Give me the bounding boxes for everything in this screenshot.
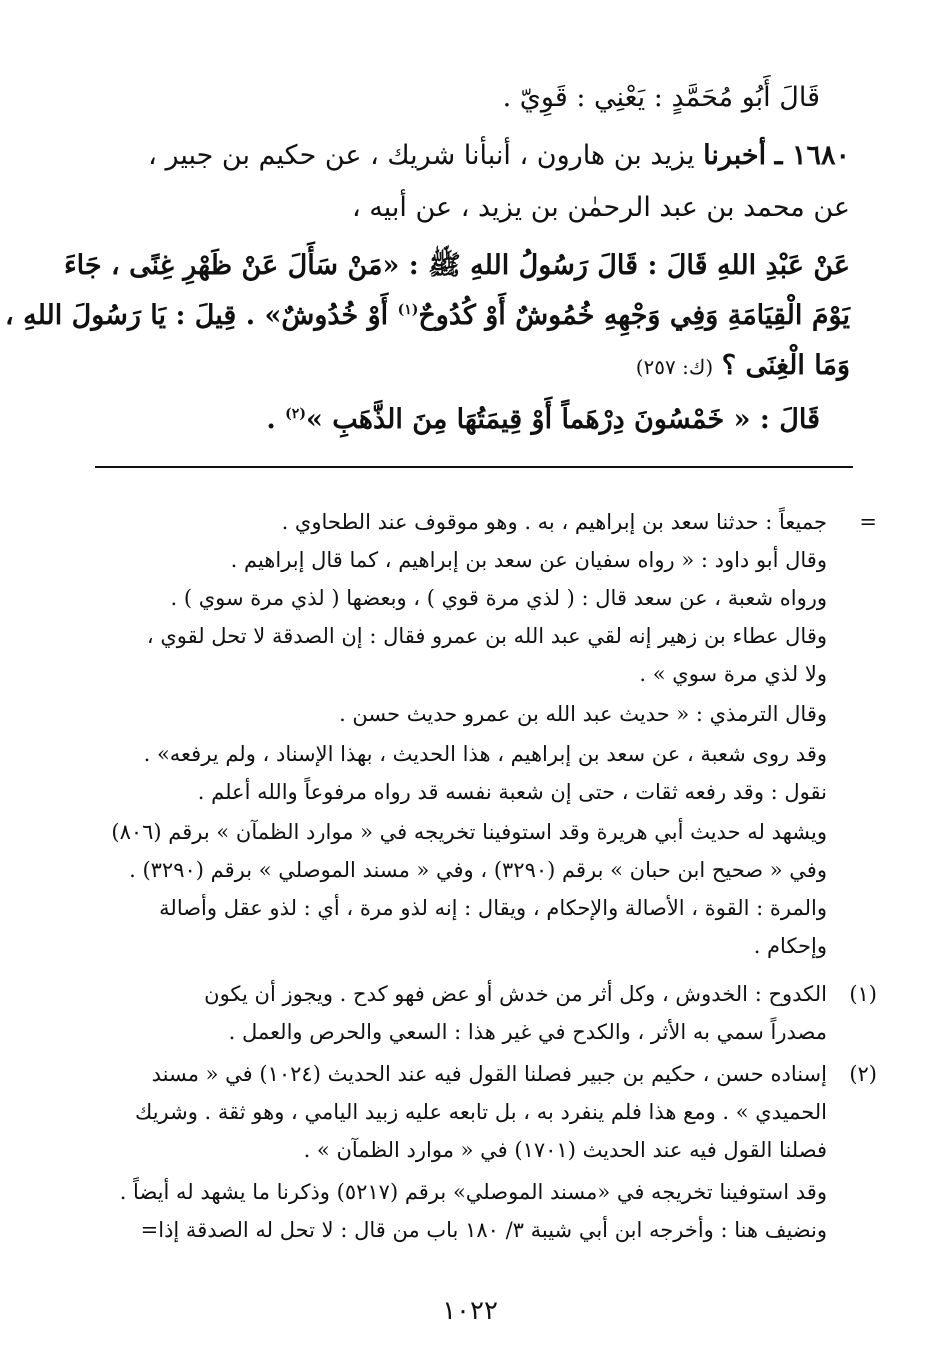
cont-line-5: ولا لذي مرة سوي » . <box>639 662 827 686</box>
footnote-1-marker: (١) <box>849 982 877 1006</box>
fn2-line-1: إسناده حسن ، حكيم بن جبير فصلنا القول فيه عند الحديث (١٠٢٤) في « مسند <box>151 1062 827 1086</box>
isnad-part-1: يزيد بن هارون ، أنبأنا شريك ، عن حكيم بن جبير ، <box>148 140 695 171</box>
matn-line-2: يَوْمَ الْقِيَامَةِ وَفِي وَجْهِهِ خُمُوشٌ أَوْ كُدُوحٌ$^{(١)}$ أَوْ خُدُوشٌ» . قِيلَ : يَا رَسُولَ اللهِ ، <box>5 300 850 331</box>
cont-line-1: جميعاً : حدثنا سعد بن إبراهيم ، به . وهو موقوف عند الطحاوي . <box>281 510 827 534</box>
fn2-line-2: الحميدي » . ومع هذا فلم ينفرد به ، بل تابعه عليه زبيد اليامي ، وهو ثقة . وشريك <box>135 1100 827 1124</box>
page-number: ١٠٢٢ <box>442 1296 498 1326</box>
cont-line-9: ويشهد له حديث أبي هريرة وقد استوفينا تخريجه في « موارد الظمآن » برقم (٨٠٦) <box>111 820 827 844</box>
fn2-line-5: ونضيف هنا : وأخرجه ابن أبي شيبة ٣/ ١٨٠ باب من قال : لا تحل له الصدقة إذا= <box>140 1218 827 1242</box>
cont-line-7: وقد روى شعبة ، عن سعد بن إبراهيم ، هذا الحديث ، بهذا الإسناد ، ولم يرفعه» . <box>143 742 827 766</box>
cont-line-11: والمرة : القوة ، الأصالة والإحكام ، ويقال : إنه لذو مرة ، أي : لذو عقل وأصالة <box>159 896 827 920</box>
cont-line-6: وقال الترمذي : « حديث عبد الله بن عمرو حديث حسن . <box>339 702 827 726</box>
footnote-divider <box>95 466 853 468</box>
matn-line-3: وَمَا الْغِنَى ؟ (ك: ٢٥٧) <box>635 350 850 381</box>
footnote-continuation <box>62 500 877 970</box>
cont-line-10: وفي « صحيح ابن حبان » برقم (٣٢٩٠) ، وفي « مسند الموصلي » برقم (٣٢٩٠) . <box>129 858 827 882</box>
continuation-marker: = <box>859 510 877 534</box>
cont-line-12: وإحكام . <box>753 934 827 958</box>
main-line-1: قَالَ أَبُو مُحَمَّدٍ : يَعْنِي : قَوِيّ . <box>502 82 820 113</box>
cont-line-2: وقال أبو داود : « رواه سفيان عن سعد بن إبراهيم ، كما قال إبراهيم . <box>230 548 827 572</box>
footnote-2 <box>62 1062 877 1262</box>
matn-line-4: قَالَ : « خَمْسُونَ دِرْهَماً أَوْ قِيمَتُهَا مِنَ الذَّهَبِ »$^{(٢)}$ . <box>266 404 820 435</box>
matn-line-1: عَنْ عَبْدِ اللهِ قَالَ : قَالَ رَسُولُ اللهِ ﷺ : «مَنْ سَأَلَ عَنْ ظَهْرِ غِنًى ، جَاءَ <box>63 250 850 281</box>
main-text <box>5 0 850 460</box>
footnote-2-marker: (٢) <box>849 1062 877 1086</box>
cont-line-3: ورواه شعبة ، عن سعد قال : ( لذي مرة قوي ) ، وبعضها ( لذي مرة سوي ) . <box>170 586 827 610</box>
cont-line-8: نقول : وقد رفعه ثقات ، حتى إن شعبة نفسه قد رواه مرفوعاً والله أعلم . <box>197 780 827 804</box>
fn2-line-4: وقد استوفينا تخريجه في «مسند الموصلي» برقم (٥٢١٧) وذكرنا ما يشهد له أيضاً . <box>119 1180 827 1204</box>
hadith-number: ١٦٨٠ ـ <box>774 140 850 171</box>
cont-line-4: وقال عطاء بن زهير إنه لقي عبد الله بن عمرو فقال : إن الصدقة لا تحل لقوي ، <box>146 624 827 648</box>
page-ref: (ك: ٢٥٧) <box>635 355 714 379</box>
footnote-1 <box>62 982 877 1062</box>
fn2-line-3: فصلنا القول فيه عند الحديث (١٧٠١) في « موارد الظمآن » . <box>303 1138 827 1162</box>
hadith-header-line <box>148 140 850 171</box>
hadith-akhbarana: أخبرنا <box>703 140 767 171</box>
fn1-line-1: الكدوح : الخدوش ، وكل أثر من خدش أو عض فهو كدح . ويجوز أن يكون <box>204 982 827 1006</box>
isnad-line-2: عن محمد بن عبد الرحمٰن بن يزيد ، عن أبيه ، <box>351 192 850 223</box>
fn1-line-2: مصدراً سمي به الأثر ، والكدح في غير هذا : السعي والحرص والعمل . <box>228 1020 827 1044</box>
footnote-ref-1: (١) <box>397 302 419 318</box>
footnote-ref-2: (٢) <box>285 406 306 422</box>
